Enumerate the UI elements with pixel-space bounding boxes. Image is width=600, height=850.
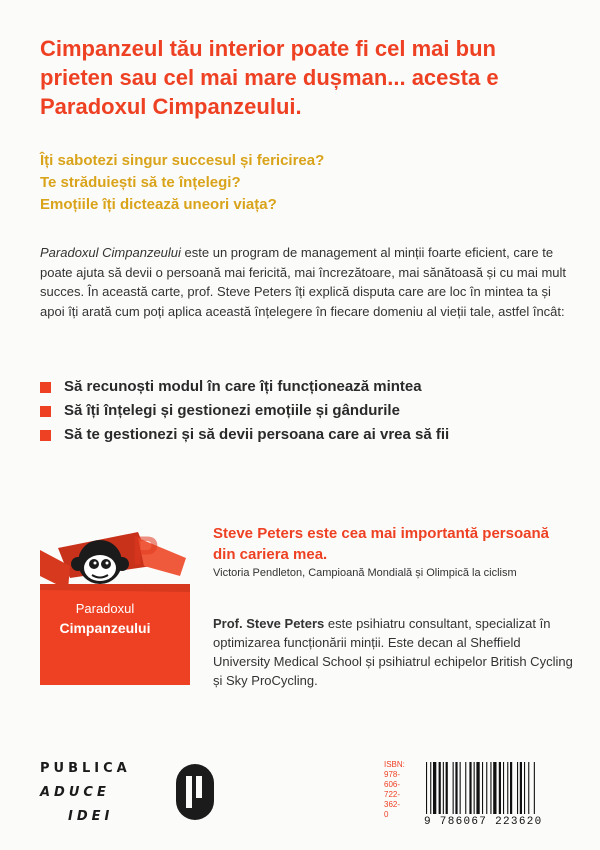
author-name: Prof. Steve Peters — [213, 616, 325, 631]
question-1: Îți sabotezi singur succesul și fericirea? — [40, 152, 325, 169]
barcode-digits: 9 786067 223620 — [424, 816, 543, 828]
barcode-bar — [476, 762, 479, 814]
publisher-word-3: IDEI — [68, 809, 114, 824]
testimonial-quote: Steve Peters este cea mai importantă persoană din cariera mea. — [213, 525, 549, 563]
book-logo — [40, 520, 190, 685]
questions-block — [40, 150, 560, 216]
author-bio-text: este psihiatru consultant, specializat în optimizarea funcționării minții. Este decan al Sheffield University Medical School și psihiatrul echipelor British Cycling și Sky ProCycling. — [213, 616, 573, 688]
barcode-bar — [499, 762, 501, 814]
barcode-bar — [455, 762, 457, 814]
barcode-bar — [493, 762, 496, 814]
logo-line-1: Paradoxul — [75, 601, 135, 616]
logo-line-2: Cimpanzeului — [59, 620, 151, 636]
barcode-bar — [465, 762, 466, 814]
barcode-bar — [507, 762, 508, 814]
headline: Cimpanzeul tău interior poate fi cel mai bun prieten sau cel mai mare dușman... acesta e Paradoxul Cimpanzeului. — [40, 36, 499, 119]
barcode-bar — [426, 762, 427, 814]
barcode-bar — [430, 762, 431, 814]
publisher-word-1: PUBLICA — [40, 761, 131, 776]
isbn-label: ISBN: 978- 606- 722- 362- 0 — [384, 760, 405, 819]
barcode-bar — [469, 762, 471, 814]
bullet-square-icon — [40, 382, 51, 393]
barcode-bar — [503, 762, 504, 814]
barcode-bar — [474, 762, 475, 814]
barcode-bar — [534, 762, 535, 814]
bullet-square-icon — [40, 406, 51, 417]
publica-logo-icon — [176, 758, 214, 826]
benefit-item — [40, 399, 570, 423]
benefit-item — [40, 423, 570, 447]
barcode-bar — [482, 762, 483, 814]
benefit-text: Să îți înțelegi și gestionezi emoțiile și gândurile — [64, 402, 400, 419]
barcode-bar — [520, 762, 522, 814]
intro-paragraph — [40, 243, 570, 321]
author-bio — [213, 614, 578, 690]
barcode-bar — [460, 762, 461, 814]
isbn-block — [384, 760, 584, 832]
benefit-item — [40, 375, 570, 399]
question-2: Te străduiești să te înțelegi? — [40, 174, 241, 191]
barcode-bar — [439, 762, 441, 814]
barcode-bar — [433, 762, 436, 814]
barcode-bar — [517, 762, 518, 814]
barcode-bar — [446, 762, 448, 814]
svg-text:P: P — [132, 529, 159, 573]
barcode-bar — [453, 762, 454, 814]
testimonial-attribution: Victoria Pendleton, Campioană Mondială și Olimpică la ciclism — [213, 567, 517, 579]
barcode-bar — [524, 762, 525, 814]
bullet-square-icon — [40, 430, 51, 441]
intro-text: este un program de management al minții foarte eficient, care te poate ajuta să devii o persoană mai fericită, mai încrezătoare, mai sănătoasă și cu mai mult succes. În această carte, prof. Steve Peters îți explică disputa care are loc în mintea ta și apoi îți arată cum poți aplica această înțelegere în fiecare domeniu al vieții tale, astfel încât: — [40, 245, 567, 319]
barcode-bar — [490, 762, 491, 814]
barcode-bar — [528, 762, 529, 814]
benefit-text: Să recunoști modul în care îți funcționează mintea — [64, 378, 422, 395]
benefit-text: Să te gestionezi și să devii persoana care ai vrea să fii — [64, 426, 450, 443]
benefits-list — [40, 375, 570, 447]
question-3: Emoțiile îți dictează uneori viața? — [40, 196, 277, 213]
intro-book-title: Paradoxul Cimpanzeului — [40, 245, 181, 260]
publisher-word-2: ADUCE — [40, 785, 110, 800]
publisher-logo — [40, 758, 240, 828]
barcode-bar — [443, 762, 444, 814]
barcode-bar — [510, 762, 512, 814]
barcode-bar — [486, 762, 487, 814]
barcode-icon — [424, 762, 574, 820]
